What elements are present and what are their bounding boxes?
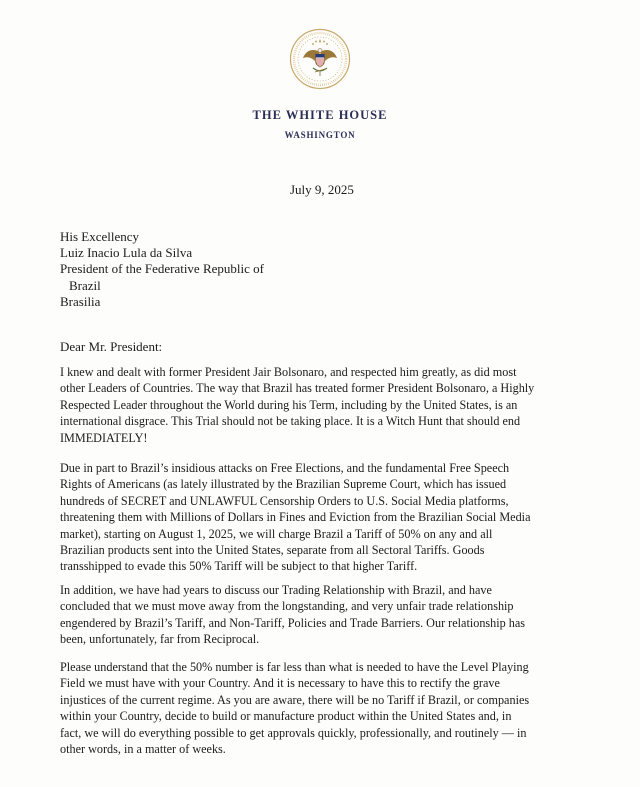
paragraph-line: Field we must have with your Country. And it is necessary to have this to rectify the grave [60, 676, 500, 691]
paragraph-line: injustices of the current regime. As you are aware, there will be no Tariff if Brazil, or companies [60, 692, 530, 707]
paragraph-2 [60, 460, 585, 575]
presidential-seal-icon [289, 28, 351, 90]
recipient-address [60, 229, 264, 310]
paragraph-line: Due in part to Brazil’s insidious attacks on Free Elections, and the fundamental Free Speech [60, 461, 510, 475]
paragraph-line: Please understand that the 50% number is far less than what is needed to have the Level Playing [60, 660, 529, 674]
paragraph-line: market), starting on August 1, 2025, we will charge Brazil a Tariff of 50% on any and all [60, 526, 493, 541]
paragraph-line: threatening them with Millions of Dollars in Fines and Eviction from the Brazilian Social Media [60, 510, 531, 525]
address-line: Brasilia [60, 293, 101, 309]
paragraph-line: Respected Leader throughout the World during his Term, including by the United States, is an [60, 397, 518, 412]
paragraph-line: Rights of Americans (as lately illustrated by the Brazilian Supreme Court, which has issued [60, 477, 507, 492]
paragraph-line: other words, in a matter of weeks. [60, 742, 226, 757]
paragraph-line: been, unfortunately, far from Reciprocal. [60, 632, 260, 647]
paragraph-4 [60, 659, 585, 757]
paragraph-line: Brazilian products sent into the United States, separate from all Sectoral Tariffs. Goods [60, 543, 485, 558]
paragraph-line: within your Country, decide to build or manufacture product within the United States and, in [60, 709, 512, 724]
letterhead-title: THE WHITE HOUSE [252, 108, 388, 122]
paragraph-line: concluded that we must move away from the longstanding, and very unfair trade relationship [60, 599, 514, 614]
paragraph-line: IMMEDIATELY! [60, 430, 148, 445]
paragraph-line: hundreds of SECRET and UNLAWFUL Censorship Orders to U.S. Social Media platforms, [60, 493, 509, 508]
paragraph-line: international disgrace. This Trial should not be taking place. It is a Witch Hunt that should end [60, 414, 521, 429]
paragraph-line: I knew and dealt with former President Jair Bolsonaro, and respected him greatly, as did most [60, 365, 517, 379]
paragraph-line: transshipped to evade this 50% Tariff will be subject to that higher Tariff. [60, 559, 418, 574]
salutation: Dear Mr. President: [60, 339, 163, 354]
paragraph-1 [60, 364, 585, 446]
address-line: Brazil [69, 277, 101, 293]
paragraph-line: fact, we will do everything possible to get approvals quickly, professionally, and routinely — in [60, 725, 527, 740]
paragraph-line: engendered by Brazil’s Tariff, and Non-Tariff, Policies and Trade Barriers. Our relationship has [60, 615, 526, 630]
paragraph-line: In addition, we have had years to discuss our Trading Relationship with Brazil, and have [60, 583, 492, 597]
address-line: His Excellency [60, 229, 140, 244]
address-line: Luiz Inacio Lula da Silva [60, 245, 193, 261]
paragraph-line: other Leaders of Countries. The way that Brazil has treated former President Bolsonaro, a Highly [60, 381, 535, 396]
letterhead-subtitle: WASHINGTON [284, 130, 356, 140]
paragraph-3 [60, 582, 585, 648]
address-line: President of the Federative Republic of [60, 261, 264, 277]
letter-date: July 9, 2025 [290, 182, 354, 197]
